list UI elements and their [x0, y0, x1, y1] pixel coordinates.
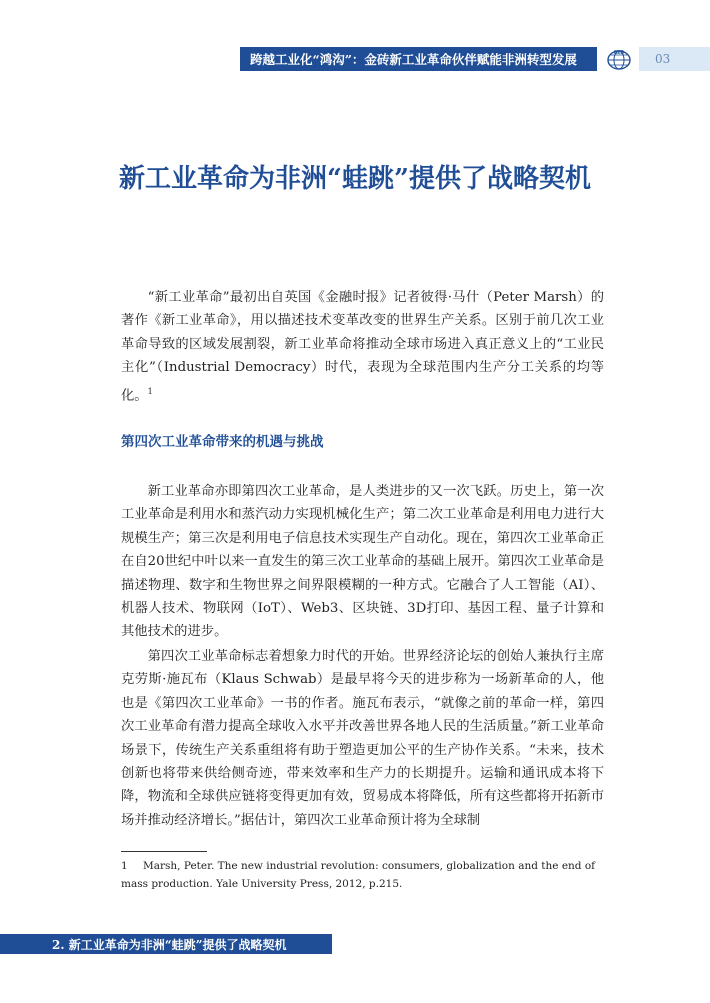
body-paragraph: 第四次工业革命标志着想象力时代的开始。世界经济论坛的创始人兼执行主席克劳斯·施瓦布（Klaus Schwab）是最早将今天的进步称为一场新革命的人，他也是《第四次工业革命》一书的作者。施瓦布表示，“就像之前的革命一样，第四次工业革命有潜力提高全球收入水平并改善世界各地人民的生活质量。”新工业革命场景下，传统生产关系重组将有助于塑造更加公平的生产协作关系。“未来，技术创新也将带来供给侧奇迹，带来效率和生产力的长期提升。运输和通讯成本将下降，物流和全球供应链将变得更加有效，贸易成本将降低，所有这些都将开拓新市场并推动经济增长。”据估计，第四次工业革命预计将为全球制: [121, 649, 604, 828]
running-header: [240, 47, 597, 71]
footer-section-label: 2. 新工业革命为非洲“蛙跳”提供了战略契机: [52, 937, 287, 952]
footnote-text: Marsh, Peter. The new industrial revolution: consumers, globalization and the end of mass production. Yale University Press, 2012, p.215.: [121, 860, 596, 890]
section-footer: [0, 934, 332, 954]
intro-paragraph-text: “新工业革命”最初出自英国《金融时报》记者彼得·马什（Peter Marsh）的著作《新工业革命》，用以描述技术变革改变的世界生产关系。区别于前几次工业革命导致的区域发展割裂，新工业革命将推动全球市场进入真正意义上的“工业民主化”（Industrial Democracy）时代，表现为全球范围内生产分工关系的均等化。: [121, 290, 604, 404]
section-heading: 第四次工业革命带来的机遇与挑战: [121, 434, 324, 450]
footnote-ref[interactable]: 1: [147, 386, 153, 396]
intro-paragraph: [121, 286, 604, 407]
footnote: [121, 857, 604, 893]
page-number-box: [639, 47, 710, 71]
running-title: 跨越工业化“鸿沟”：金砖新工业革命伙伴赋能非洲转型发展: [250, 52, 577, 67]
body-paragraph: 新工业革命亦即第四次工业革命，是人类进步的又一次飞跃。历史上，第一次工业革命是利用水和蒸汽动力实现机械化生产；第二次工业革命是利用电力进行大规模生产；第三次是利用电子信息技术实现生产自动化。现在，第四次工业革命正在自20世纪中叶以来一直发生的第三次工业革命的基础上展开。第四次工业革命是描述物理、数字和生物世界之间界限模糊的一种方式。它融合了人工智能（AI）、机器人技术、物联网（IoT）、Web3、区块链、3D打印、基因工程、量子计算和其他技术的进步。: [121, 484, 604, 640]
logo-text: NIIS: [614, 50, 624, 56]
footnote-divider: [121, 851, 207, 852]
globe-logo-icon: [604, 47, 634, 71]
page-title: 新工业革命为非洲“蛙跳”提供了战略契机: [119, 164, 591, 194]
footnote-number: 1: [121, 860, 128, 872]
page-number: 03: [655, 52, 671, 66]
